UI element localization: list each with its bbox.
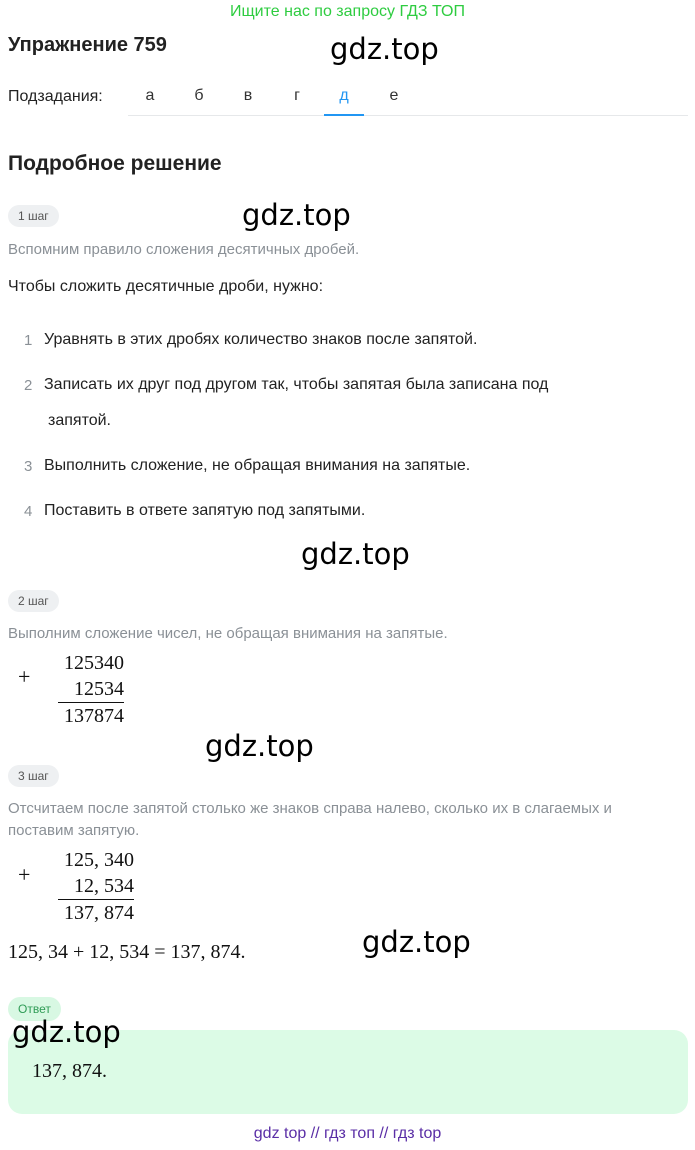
sum: 137874 (58, 702, 124, 728)
plus-sign: + (18, 862, 31, 887)
list-item: Записать их друг под другом так, чтобы запятая была записана под (44, 376, 549, 393)
list-item: Поставить в ответе запятую под запятыми. (44, 502, 366, 519)
tab-a[interactable]: а (145, 87, 155, 104)
step-description: Отсчитаем после запятой столько же знаков справа налево, сколько их в слагаемых и (8, 800, 612, 817)
list-number: 1 (24, 332, 33, 349)
addend-b: 12, 534 (74, 875, 134, 897)
list-number: 3 (24, 458, 33, 475)
tab-d[interactable]: д (324, 78, 364, 116)
addend-a: 125, 340 (64, 849, 134, 871)
tab-e[interactable]: е (389, 87, 399, 104)
watermark: gdz.top (242, 198, 351, 232)
plus-sign: + (18, 664, 31, 689)
answer-badge: Ответ (8, 997, 61, 1021)
column-addition (58, 847, 134, 925)
watermark: gdz.top (330, 32, 439, 66)
sum: 137, 874 (58, 899, 134, 925)
step-badge-1: 1 шаг (8, 205, 59, 227)
equation: 125, 34 + 12, 534 = 137, 874. (8, 941, 246, 963)
tab-v[interactable]: в (243, 87, 253, 104)
rule-intro: Чтобы сложить десятичные дроби, нужно: (8, 278, 324, 295)
subtasks-label: Подзадания: (8, 88, 103, 105)
step-badge-2: 2 шаг (8, 590, 59, 612)
watermark: gdz.top (12, 1015, 121, 1049)
subtasks-tabs (128, 78, 688, 116)
list-item-continuation: запятой. (48, 412, 111, 429)
step-description: Вспомним правило сложения десятичных дробей. (8, 241, 360, 258)
step-badge-3: 3 шаг (8, 765, 59, 787)
step-description: Выполним сложение чисел, не обращая внимания на запятые. (8, 625, 448, 642)
watermark: gdz.top (301, 537, 410, 571)
list-item: Уравнять в этих дробях количество знаков после запятой. (44, 331, 478, 348)
exercise-title: Упражнение 759 (8, 34, 167, 56)
step-description-continuation: поставим запятую. (8, 822, 140, 839)
column-addition (58, 650, 124, 728)
list-item: Выполнить сложение, не обращая внимания на запятые. (44, 457, 471, 474)
addend-a: 125340 (64, 652, 124, 674)
addend-b: 12534 (74, 678, 124, 700)
watermark: gdz.top (362, 925, 471, 959)
list-number: 4 (24, 503, 33, 520)
footer-links: gdz top // гдз топ // гдз top (253, 1125, 442, 1142)
watermark: gdz.top (205, 729, 314, 763)
solution-title: Подробное решение (8, 152, 222, 175)
list-number: 2 (24, 377, 33, 394)
answer-value: 137, 874. (32, 1060, 107, 1082)
tab-b[interactable]: б (194, 87, 204, 104)
tab-g[interactable]: г (294, 87, 300, 104)
promo-banner: Ищите нас по запросу ГДЗ ТОП (230, 3, 465, 20)
